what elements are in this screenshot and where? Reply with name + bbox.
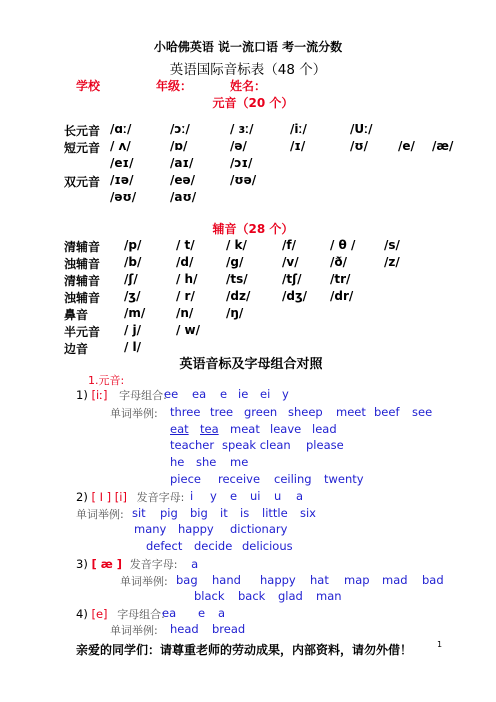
- phonetic-symbol: / r/: [176, 289, 195, 303]
- word: black: [194, 589, 225, 603]
- phonetic-symbol: /aʊ/: [170, 190, 197, 204]
- example-words: [170, 472, 470, 486]
- word: he: [170, 455, 185, 469]
- row-label: 边音: [64, 342, 89, 356]
- example-words: [170, 622, 370, 636]
- row-label: 鼻音: [64, 308, 89, 322]
- word: me: [230, 455, 249, 469]
- consonant-row: [64, 255, 464, 271]
- phonetic-symbol: /ə/: [230, 139, 247, 153]
- word: dictionary: [230, 522, 288, 536]
- word: bag: [176, 573, 198, 587]
- phonetic-symbol: /ʊ/: [350, 139, 369, 153]
- word: it: [220, 506, 228, 520]
- word: hat: [310, 573, 329, 587]
- word: leave: [270, 422, 302, 436]
- combo-label: 发音字母:: [129, 558, 178, 571]
- word: beef: [374, 405, 400, 419]
- combo: e: [220, 387, 228, 401]
- word: receive: [218, 472, 261, 486]
- section2-subheading: 1.元音:: [88, 374, 125, 387]
- item-number: 4): [76, 607, 88, 621]
- word: glad: [278, 589, 303, 603]
- phonetic-symbol: /m/: [124, 306, 146, 320]
- phonetic-symbol: /Uː/: [350, 122, 373, 136]
- phonetic-symbol: /ɪə/: [110, 173, 134, 187]
- item-number: 2): [76, 490, 88, 504]
- phonetic-symbol: / k/: [226, 238, 247, 252]
- word: see: [412, 405, 433, 419]
- combo-label: 字母组合:: [117, 608, 165, 621]
- row-label: 双元音: [64, 175, 101, 189]
- phonetic-symbol: /e/: [398, 139, 415, 153]
- page-title: 英语国际音标表（48 个）: [169, 62, 327, 78]
- grade-label: 年级：: [156, 79, 193, 93]
- word: defect: [146, 539, 183, 553]
- phonetic-symbol: / h/: [176, 272, 198, 286]
- phonetic-symbol: /tr/: [330, 272, 351, 286]
- phonetic-symbol: /ð/: [330, 255, 348, 269]
- phonetic-symbol: /ts/: [226, 272, 248, 286]
- combo: e: [198, 606, 206, 620]
- page-number: 1: [437, 640, 443, 649]
- phonetic-symbol: / t/: [176, 238, 195, 252]
- combo: ie: [238, 387, 249, 401]
- example-words: [170, 455, 470, 469]
- phonetic-symbol: /ɒ/: [170, 139, 188, 153]
- word: lead: [312, 422, 337, 436]
- word: decide: [194, 539, 233, 553]
- combo: u: [274, 489, 282, 503]
- vowels-heading: 元音（20 个）: [212, 96, 294, 110]
- item-phoneme: [e]: [91, 607, 108, 621]
- phonetic-symbol: /v/: [282, 255, 299, 269]
- item-1-header: [76, 387, 167, 403]
- example-words: [170, 438, 470, 452]
- word: twenty: [324, 472, 364, 486]
- phonetic-symbol: / l/: [124, 340, 142, 354]
- example-words: [194, 589, 454, 603]
- phonetic-symbol: /ʃ/: [124, 272, 138, 286]
- phonetic-symbol: /g/: [226, 255, 244, 269]
- section2-title: 英语音标及字母组合对照: [179, 357, 323, 372]
- phonetic-symbol: / θ /: [330, 238, 356, 252]
- phonetic-symbol: /ɔː/: [170, 122, 190, 136]
- row-label: 清辅音: [64, 274, 101, 288]
- word: map: [344, 573, 370, 587]
- phonetic-symbol: /æ/: [432, 139, 454, 153]
- combo-label: 字母组合:: [119, 389, 167, 402]
- consonant-row: [64, 289, 464, 305]
- footer-note: 亲爱的同学们：请尊重老师的劳动成果，内部资料，请勿外借！: [76, 643, 413, 657]
- word: six: [300, 506, 316, 520]
- phonetic-symbol: /ŋ/: [226, 306, 244, 320]
- combo: y: [282, 387, 289, 401]
- combo: ea: [192, 387, 207, 401]
- word: man: [316, 589, 342, 603]
- consonant-row: [64, 306, 464, 322]
- phonetic-symbol: /p/: [124, 238, 142, 252]
- word: ceiling: [274, 472, 312, 486]
- combo: a: [218, 606, 226, 620]
- example-words: [176, 573, 476, 587]
- word: bad: [422, 573, 444, 587]
- consonant-row: [64, 238, 464, 254]
- name-label: 姓名：: [230, 79, 267, 93]
- item-phoneme: [iː]: [91, 388, 108, 402]
- phonetic-symbol: /n/: [176, 306, 194, 320]
- vowel-row-short: [64, 139, 464, 155]
- item-4-header: [76, 606, 165, 622]
- consonant-row: [64, 323, 464, 339]
- row-label: 清辅音: [64, 240, 101, 254]
- word: meat: [230, 422, 260, 436]
- row-label: 短元音: [64, 141, 101, 155]
- phonetic-symbol: /eə/: [170, 173, 196, 187]
- word: sit: [132, 506, 146, 520]
- phonetic-symbol: / w/: [176, 323, 201, 337]
- phonetic-symbol: /əʊ/: [110, 190, 137, 204]
- word: eat: [170, 422, 189, 436]
- phonetic-symbol: /z/: [384, 255, 400, 269]
- combo: ee: [164, 387, 179, 401]
- phonetic-symbol: /aɪ/: [170, 156, 194, 170]
- combo: a: [191, 557, 199, 571]
- phonetic-symbol: / j/: [124, 323, 142, 337]
- row-label: 长元音: [64, 124, 101, 138]
- word: please: [306, 438, 344, 452]
- phonetic-symbol: /dʒ/: [282, 289, 308, 303]
- consonant-row: [64, 272, 464, 288]
- words-label: 单词举例:: [120, 575, 168, 588]
- item-phoneme: [ æ ]: [91, 557, 123, 571]
- example-words: [132, 506, 432, 520]
- example-words: [170, 405, 470, 419]
- word: bread: [212, 622, 246, 636]
- phonetic-symbol: /tʃ/: [282, 272, 302, 286]
- word: meet: [336, 405, 366, 419]
- words-label: 单词举例:: [110, 624, 158, 637]
- combo-list: [190, 489, 390, 503]
- phonetic-symbol: /s/: [384, 238, 400, 252]
- row-label: 浊辅音: [64, 257, 101, 271]
- word: green: [244, 405, 278, 419]
- item-2-header: [76, 489, 184, 505]
- combo: ea: [162, 606, 177, 620]
- phonetic-symbol: /iː/: [290, 122, 307, 136]
- combo: y: [210, 489, 217, 503]
- combo: i: [190, 489, 194, 503]
- phonetic-symbol: /ʊə/: [230, 173, 257, 187]
- item-3-header: [76, 556, 198, 572]
- combo-list: [162, 606, 282, 620]
- word: tea: [200, 422, 219, 436]
- word: speak clean: [222, 438, 291, 452]
- vowel-row-diphthong-1: [64, 156, 444, 172]
- word: back: [238, 589, 266, 603]
- consonants-heading: 辅音（28 个）: [212, 222, 294, 236]
- row-label: 浊辅音: [64, 291, 101, 305]
- phonetic-symbol: /ʒ/: [124, 289, 141, 303]
- word: many: [134, 522, 167, 536]
- word: big: [190, 506, 208, 520]
- example-words: [170, 422, 470, 436]
- word: pig: [160, 506, 178, 520]
- phonetic-symbol: /ɪ/: [290, 139, 306, 153]
- phonetic-symbol: /eɪ/: [110, 156, 134, 170]
- phonetic-symbol: /ɑː/: [110, 122, 132, 136]
- words-label: 单词举例:: [76, 508, 124, 521]
- word: teacher: [170, 438, 215, 452]
- word: happy: [178, 522, 214, 536]
- phonetic-symbol: /b/: [124, 255, 142, 269]
- word: tree: [210, 405, 234, 419]
- phonetic-symbol: /f/: [282, 238, 296, 252]
- example-words: [146, 539, 446, 553]
- item-number: 1): [76, 388, 88, 402]
- row-label: 半元音: [64, 325, 101, 339]
- word: three: [170, 405, 201, 419]
- phonetic-symbol: /ɔɪ/: [230, 156, 253, 170]
- phonetic-symbol: / ɜː/: [230, 122, 254, 136]
- vowel-row-long: [64, 122, 444, 138]
- word: head: [170, 622, 199, 636]
- word: happy: [260, 573, 296, 587]
- slogan: 小哈佛英语 说一流口语 考一流分数: [153, 40, 343, 54]
- word: little: [262, 506, 288, 520]
- word: piece: [170, 472, 201, 486]
- school-label: 学校: [76, 79, 101, 93]
- word: sheep: [288, 405, 323, 419]
- combo-list: [164, 387, 364, 401]
- phonetic-symbol: /d/: [176, 255, 194, 269]
- word: hand: [212, 573, 241, 587]
- phonetic-symbol: /dz/: [226, 289, 251, 303]
- word: delicious: [242, 539, 293, 553]
- combo: ei: [260, 387, 271, 401]
- phonetic-symbol: /dr/: [330, 289, 354, 303]
- combo: ui: [250, 489, 261, 503]
- item-phoneme: [ I ] [i]: [91, 490, 127, 504]
- item-number: 3): [76, 557, 88, 571]
- word: she: [196, 455, 217, 469]
- combo-label: 发音字母:: [136, 491, 185, 504]
- word: is: [240, 506, 250, 520]
- vowel-row-diphthong-2: [64, 173, 444, 189]
- example-words: [134, 522, 434, 536]
- combo: e: [230, 489, 238, 503]
- phonetic-symbol: / ʌ/: [110, 139, 131, 153]
- vowel-row-diphthong-3: [64, 190, 444, 206]
- word: mad: [382, 573, 408, 587]
- combo: a: [296, 489, 304, 503]
- words-label: 单词举例:: [110, 407, 158, 420]
